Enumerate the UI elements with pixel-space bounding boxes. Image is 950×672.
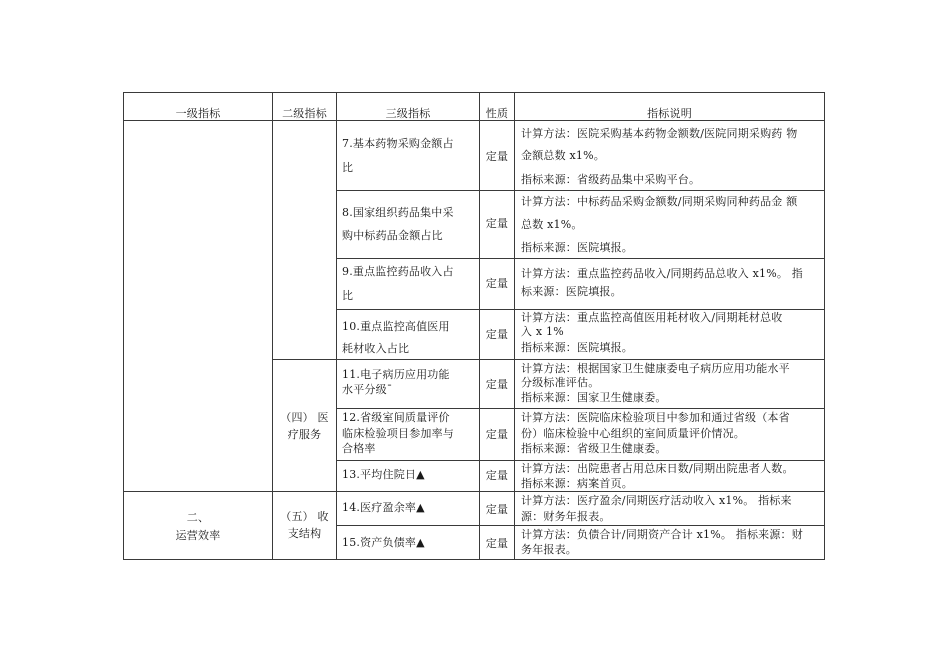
indicator-description: 总数 x1%。 xyxy=(521,218,583,231)
indicator-name: 8.国家组织药品集中采 xyxy=(342,206,454,219)
indicator-name: 15.资产负债率▲ xyxy=(342,536,425,549)
indicator-name: 耗材收入占比 xyxy=(342,342,410,355)
indicator-type: 定量 xyxy=(485,378,509,391)
indicator-description: 计算方法：负债合计/同期资产合计 x1%。 指标来源：财 xyxy=(521,528,803,541)
indicator-name: 临床检验项目参加率与 xyxy=(342,427,454,440)
indicator-name: 10.重点监控高值医用 xyxy=(342,320,450,333)
indicator-type: 定量 xyxy=(485,150,509,163)
indicator-description: 指标来源：省级药品集中采购平台。 xyxy=(521,173,701,186)
indicator-type: 定量 xyxy=(485,469,509,482)
indicator-description: 指标来源：医院填报。 xyxy=(521,341,633,354)
header-description: 指标说明 xyxy=(647,107,692,120)
indicator-name: 水平分级¯ xyxy=(342,383,393,396)
column-divider xyxy=(336,92,337,560)
row-divider xyxy=(336,408,825,409)
level2-medical-line2: 疗服务 xyxy=(287,428,322,441)
row-divider xyxy=(336,309,825,310)
indicator-name: 14.医疗盈余率▲ xyxy=(342,501,425,514)
indicator-type: 定量 xyxy=(485,277,509,290)
section-divider xyxy=(123,491,825,492)
indicator-description: 源：财务年报表。 xyxy=(521,510,611,523)
indicator-description: 指标来源：国家卫生健康委。 xyxy=(521,391,667,404)
table-border-left xyxy=(123,92,124,560)
indicator-description: 计算方法：出院患者占用总床日数/同期出院患者人数。 xyxy=(521,462,794,475)
indicator-name: 11.电子病历应用功能 xyxy=(342,368,450,381)
indicator-description: 金额总数 x1%。 xyxy=(521,149,605,162)
row-divider xyxy=(336,258,825,259)
header-level2: 二级指标 xyxy=(282,107,327,120)
indicator-description: 分级标准评估。 xyxy=(521,376,600,389)
indicator-description: 指标来源：病案首页。 xyxy=(521,477,633,490)
indicator-description: 指标来源：省级卫生健康委。 xyxy=(521,442,667,455)
level2-income-line1: （五） 收 xyxy=(280,510,329,523)
indicator-description: 计算方法：重点监控高值医用耗材收入/同期耗材总收 xyxy=(521,311,783,324)
indicator-name: 9.重点监控药品收入占 xyxy=(342,265,454,278)
indicator-type: 定量 xyxy=(485,428,509,441)
indicator-description: 计算方法：医院采购基本药物金额数/医院同期采购药 物 xyxy=(521,127,798,140)
level2-medical-line1: （四） 医 xyxy=(280,411,329,424)
level2-income-line2: 支结构 xyxy=(287,527,322,540)
table-border-top xyxy=(123,92,825,93)
table-border-bottom xyxy=(123,559,825,560)
indicator-type: 定量 xyxy=(485,217,509,230)
indicator-type: 定量 xyxy=(485,537,509,550)
level1-operational-num: 二、 xyxy=(186,511,210,524)
table-border-right xyxy=(824,92,825,560)
indicator-description: 标来源：医院填报。 xyxy=(521,285,622,298)
row-divider xyxy=(336,190,825,191)
row-divider xyxy=(272,359,825,360)
indicator-name: 7.基本药物采购金额占 xyxy=(342,137,454,150)
indicator-description: 计算方法：医院临床检验项目中参加和通过省级（本省 xyxy=(521,411,790,424)
indicator-description: 计算方法：根据国家卫生健康委电子病历应用功能水平 xyxy=(521,362,790,375)
indicator-name: 购中标药品金额占比 xyxy=(342,229,443,242)
indicator-type: 定量 xyxy=(485,328,509,341)
indicator-name: 合格率 xyxy=(342,442,376,455)
header-level3: 三级指标 xyxy=(385,107,431,120)
header-type: 性质 xyxy=(485,107,509,120)
level1-operational-label: 运营效率 xyxy=(175,529,221,542)
indicator-name: 比 xyxy=(342,161,354,174)
column-divider xyxy=(272,92,273,560)
indicator-name: 比 xyxy=(342,289,354,302)
header-level1: 一级指标 xyxy=(175,107,221,120)
row-divider xyxy=(336,460,825,461)
column-divider xyxy=(514,92,515,560)
indicator-description: 务年报表。 xyxy=(521,543,577,556)
indicator-description: 入 x 1% xyxy=(521,325,564,338)
indicator-description: 计算方法：重点监控药品收入/同期药品总收入 x1%。 指 xyxy=(521,267,803,280)
indicator-name: 13.平均住院日▲ xyxy=(342,468,425,481)
indicator-description: 计算方法：医疗盈余/同期医疗活动收入 x1%。 指标来 xyxy=(521,494,792,507)
indicator-type: 定量 xyxy=(485,503,509,516)
row-divider xyxy=(336,525,825,526)
indicator-description: 指标来源：医院填报。 xyxy=(521,241,633,254)
indicator-description: 计算方法：中标药品采购金额数/同期采购同种药品金 额 xyxy=(521,195,798,208)
indicator-description: 份）临床检验中心组织的室间质量评价情况。 xyxy=(521,427,745,440)
indicator-name: 12.省级室间质量评价 xyxy=(342,411,450,424)
